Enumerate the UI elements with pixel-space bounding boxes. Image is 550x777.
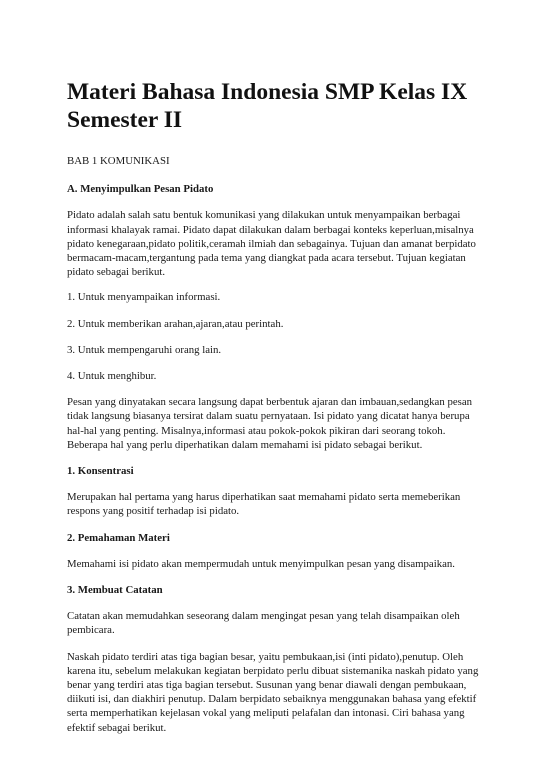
subheading-pemahaman-materi: 2. Pemahaman Materi	[67, 531, 170, 544]
membuat-catatan-paragraph: Catatan akan memudahkan seseorang dalam mengingat pesan yang telah disampaikan oleh pembicara.	[67, 610, 460, 637]
list-item: 3. Untuk mempengaruhi orang lain.	[67, 343, 222, 356]
pemahaman-materi-paragraph: Memahami isi pidato akan mempermudah untuk menyimpulkan pesan yang disampaikan.	[67, 557, 455, 570]
list-item: 2. Untuk memberikan arahan,ajaran,atau perintah.	[67, 317, 284, 330]
message-paragraph: Pesan yang dinyatakan secara langsung dapat berbentuk ajaran dan imbauan,sedangkan pesan tidak langsung biasanya tersirat dalam suatu pernyataan. Isi pidato yang dicatat hanya berupa hal-hal yang penting. Misalnya,informasi atau pokok-pokok pikiran dari seorang tokoh. Beberapa hal yang perlu diperhatikan dalam memahami isi pidato sebagai berikut.	[67, 396, 473, 451]
list-item: 4. Untuk menghibur.	[67, 370, 157, 383]
subheading-konsentrasi: 1. Konsentrasi	[67, 465, 134, 478]
list-item: 1. Untuk menyampaikan informasi.	[67, 291, 221, 304]
subheading-membuat-catatan: 3. Membuat Catatan	[67, 584, 163, 597]
structure-paragraph: Naskah pidato terdiri atas tiga bagian besar, yaitu pembukaan,isi (inti pidato),penutup. Oleh karena itu, sebelum melakukan kegiatan berpidato perlu dibuat sistemanika naskah pidato yang benar yang terdiri atas tiga bagian tersebut. Susunan yang benar diawali dengan pembukaan, diikuti isi, dan diakhiri penutup. Dalam berpidato sebaiknya menggunakan bahasa yang efektif serta memperhatikan kejelasan vokal yang meliputi pelafalan dan intonasi. Ciri bahasa yang efektif sebagai berikut.	[67, 650, 479, 734]
konsentrasi-paragraph: Merupakan hal pertama yang harus diperhatikan saat memahami pidato serta memeberikan respons yang positif terhadap isi pidato.	[67, 491, 461, 518]
document-title: Materi Bahasa Indonesia SMP Kelas IX Semester II	[67, 79, 468, 133]
chapter-heading: BAB 1 KOMUNIKASI	[67, 155, 170, 167]
section-a-heading: A. Menyimpulkan Pesan Pidato	[67, 183, 214, 196]
document-page	[67, 78, 487, 747]
intro-paragraph: Pidato adalah salah satu bentuk komunikasi yang dilakukan untuk menyampaikan berbagai informasi khalayak ramai. Pidato dapat dilakukan dalam berbagai konteks keperluan,misalnya pidato kenegaraan,pidato politik,ceramah ilmiah dan sebagainya. Tujuan dan amanat berpidato bermacam-macam,tergantung pada tema yang diangkat pada acara tersebut. Tujuan kegiatan pidato sebagai berikut.	[67, 209, 476, 279]
